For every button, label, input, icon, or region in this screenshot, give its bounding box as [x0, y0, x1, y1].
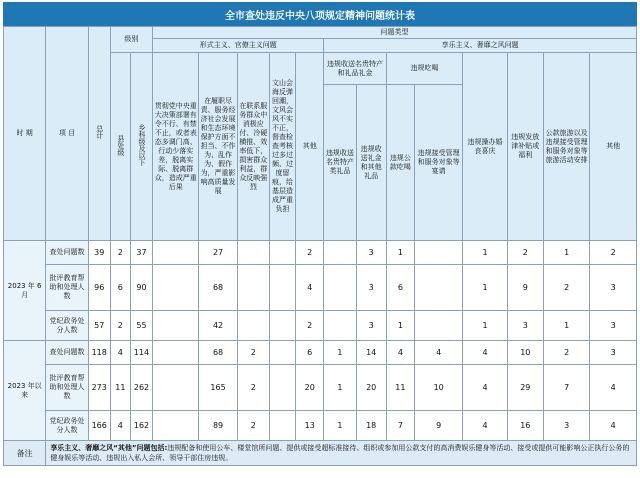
cell-h4: [414, 241, 462, 265]
note-label: 备注: [4, 441, 46, 466]
cell-h5: 1: [463, 311, 507, 341]
cell-town: 114: [130, 341, 152, 365]
cell-h-other: 3: [590, 341, 637, 365]
cell-f1: [153, 411, 199, 441]
cell-h7: 3: [543, 411, 589, 441]
cell-h4: 9: [414, 411, 462, 441]
cell-f2: 89: [199, 411, 237, 441]
cell-h3: 1: [386, 241, 414, 265]
cell-h6: 29: [507, 365, 543, 411]
header-h1: 违规收送名贵特产类礼品: [324, 85, 356, 241]
period-label: 2023 年以来: [4, 341, 46, 441]
cell-f2: 68: [199, 265, 237, 311]
cell-h7: 2: [543, 265, 589, 311]
cell-county: 4: [110, 341, 130, 365]
cell-total: 273: [88, 365, 110, 411]
table-row: [4, 341, 637, 365]
header-h4: 违规接受管理和服务对象等宴请: [414, 85, 462, 241]
cell-f4: [269, 241, 295, 265]
header-f2: 在履职尽责、服务经济社会发展和生态环境保护方面不担当、不作为、乱作为、假作为，严重影响高质量发展: [199, 53, 237, 241]
header-eat-group: 违规吃喝: [386, 53, 463, 85]
cell-f3: 2: [237, 341, 269, 365]
cell-h1: 1: [324, 365, 356, 411]
cell-f2: 42: [199, 311, 237, 341]
cell-h3: 1: [386, 311, 414, 341]
row-item: 批评教育帮助和处理人数: [46, 265, 88, 311]
cell-f4: [269, 265, 295, 311]
cell-total: 118: [88, 341, 110, 365]
cell-county: 4: [110, 411, 130, 441]
table-row: [4, 311, 637, 341]
cell-h2: 18: [356, 411, 386, 441]
cell-h2: 3: [356, 311, 386, 341]
header-f1: 贯彻党中央重大决策部署有令不行、有禁不止，或者表态多调门高、行动少落实差，脱离实际、脱离群众，造成严重后果: [153, 53, 199, 241]
header-h6: 违规发放津补贴或福利: [507, 53, 543, 241]
cell-f-other: 13: [296, 411, 324, 441]
cell-h2: 3: [356, 241, 386, 265]
header-county: 县处级: [110, 53, 130, 241]
cell-f-other: 2: [296, 241, 324, 265]
cell-town: 55: [130, 311, 152, 341]
header-h-other: 其他: [590, 53, 637, 241]
cell-f2: 165: [199, 365, 237, 411]
cell-total: 57: [88, 311, 110, 341]
cell-total: 39: [88, 241, 110, 265]
note-bold: 享乐主义、奢靡之风“其他”问题包括:: [50, 444, 168, 452]
row-item: 党纪政务处分人数: [46, 411, 88, 441]
cell-f3: [237, 265, 269, 311]
cell-h6: 9: [507, 265, 543, 311]
cell-h1: 1: [324, 411, 356, 441]
cell-h-other: 3: [590, 265, 637, 311]
cell-f1: [153, 241, 199, 265]
header-item: 项 目: [46, 27, 88, 241]
header-problem-type: 问题类型: [153, 27, 637, 39]
cell-h7: 2: [543, 341, 589, 365]
cell-h2: 3: [356, 265, 386, 311]
cell-h3: 7: [386, 411, 414, 441]
cell-h-other: 3: [590, 311, 637, 341]
cell-h4: [414, 265, 462, 311]
header-f3: 在联系服务群众中消极应付、冷硬横推、效率低下，损害群众利益，群众反映强烈: [237, 53, 269, 241]
header-h7: 公款旅游以及违规接受管理和服务对象等旅游活动安排: [543, 53, 589, 241]
cell-f4: [269, 411, 295, 441]
cell-f4: [269, 341, 295, 365]
stats-table: [3, 26, 637, 466]
cell-h5: 4: [463, 411, 507, 441]
cell-h5: 4: [463, 341, 507, 365]
cell-h5: 4: [463, 365, 507, 411]
cell-h3: 4: [386, 341, 414, 365]
header-hedonism: 享乐主义、奢靡之风问题: [324, 39, 637, 53]
cell-h3: 6: [386, 265, 414, 311]
cell-f1: [153, 311, 199, 341]
note-content: [46, 441, 637, 466]
cell-h4: 10: [414, 365, 462, 411]
cell-f-other: 6: [296, 341, 324, 365]
cell-town: 37: [130, 241, 152, 265]
cell-h6: 3: [507, 311, 543, 341]
cell-h1: 1: [324, 341, 356, 365]
cell-h6: 10: [507, 341, 543, 365]
cell-f2: 68: [199, 341, 237, 365]
cell-h5: 1: [463, 241, 507, 265]
row-item: 查处问题数: [46, 241, 88, 265]
cell-h1: [324, 265, 356, 311]
header-f4: 文山会海反弹回潮，文风会风不实不正，督查检查考核过多过频、过度留痕，给基层造成严重负担: [269, 53, 295, 241]
table-row: [4, 265, 637, 311]
header-formalism: 形式主义、官僚主义问题: [153, 39, 324, 53]
table-row: [4, 411, 637, 441]
cell-town: 262: [130, 365, 152, 411]
table-row: [4, 365, 637, 411]
row-item: 查处问题数: [46, 341, 88, 365]
cell-county: 11: [110, 365, 130, 411]
cell-f3: [237, 241, 269, 265]
header-town: 乡科级及以下: [130, 53, 152, 241]
cell-f4: [269, 311, 295, 341]
cell-h3: 11: [386, 365, 414, 411]
header-h5: 违规操办婚丧喜庆: [463, 53, 507, 241]
cell-f-other: 4: [296, 265, 324, 311]
header-h3: 违规公款吃喝: [386, 85, 414, 241]
cell-h5: 1: [463, 265, 507, 311]
cell-town: 90: [130, 265, 152, 311]
cell-f2: 27: [199, 241, 237, 265]
cell-f4: [269, 365, 295, 411]
table-title: 全市查处违反中央八项规定精神问题统计表: [3, 2, 637, 26]
cell-h7: 7: [543, 365, 589, 411]
cell-county: 6: [110, 265, 130, 311]
cell-h7: 1: [543, 241, 589, 265]
cell-f3: 2: [237, 411, 269, 441]
cell-f-other: 2: [296, 311, 324, 341]
cell-h2: 14: [356, 341, 386, 365]
header-h2: 违规收送礼金和其他礼品: [356, 85, 386, 241]
cell-f1: [153, 365, 199, 411]
header-f-other: 其他: [296, 53, 324, 241]
cell-h6: 2: [507, 241, 543, 265]
cell-f1: [153, 341, 199, 365]
note-text: 违规配备和使用公车、楼堂馆所问题、提供或接受超标准接待、组织或参加用公款支付的高消费娱乐健身等活动、接受或提供可能影响公正执行公务的健身娱乐等活动、违规出入私人会所、领导干部住房违规。: [50, 444, 630, 462]
header-gift-group: 违规收送名贵特产和礼品礼金: [324, 53, 386, 85]
cell-county: 2: [110, 241, 130, 265]
cell-f-other: 20: [296, 365, 324, 411]
cell-f1: [153, 265, 199, 311]
header-period: 时 期: [4, 27, 46, 241]
cell-total: 96: [88, 265, 110, 311]
cell-h-other: 2: [590, 241, 637, 265]
cell-h2: 20: [356, 365, 386, 411]
cell-h1: [324, 311, 356, 341]
cell-h6: 16: [507, 411, 543, 441]
header-level: 级别: [110, 27, 152, 53]
cell-h4: 4: [414, 341, 462, 365]
cell-h1: [324, 241, 356, 265]
cell-f3: [237, 311, 269, 341]
row-item: 党纪政务处分人数: [46, 311, 88, 341]
cell-h7: 1: [543, 311, 589, 341]
cell-h4: [414, 311, 462, 341]
cell-h-other: 4: [590, 411, 637, 441]
note-row: [4, 441, 637, 466]
cell-town: 162: [130, 411, 152, 441]
period-label: 2023 年 6 月: [4, 241, 46, 341]
header-total: 总计: [88, 27, 110, 241]
cell-f3: 2: [237, 365, 269, 411]
row-item: 批评教育帮助和处理人数: [46, 365, 88, 411]
cell-county: 2: [110, 311, 130, 341]
table-row: [4, 241, 637, 265]
cell-h-other: 4: [590, 365, 637, 411]
cell-total: 166: [88, 411, 110, 441]
